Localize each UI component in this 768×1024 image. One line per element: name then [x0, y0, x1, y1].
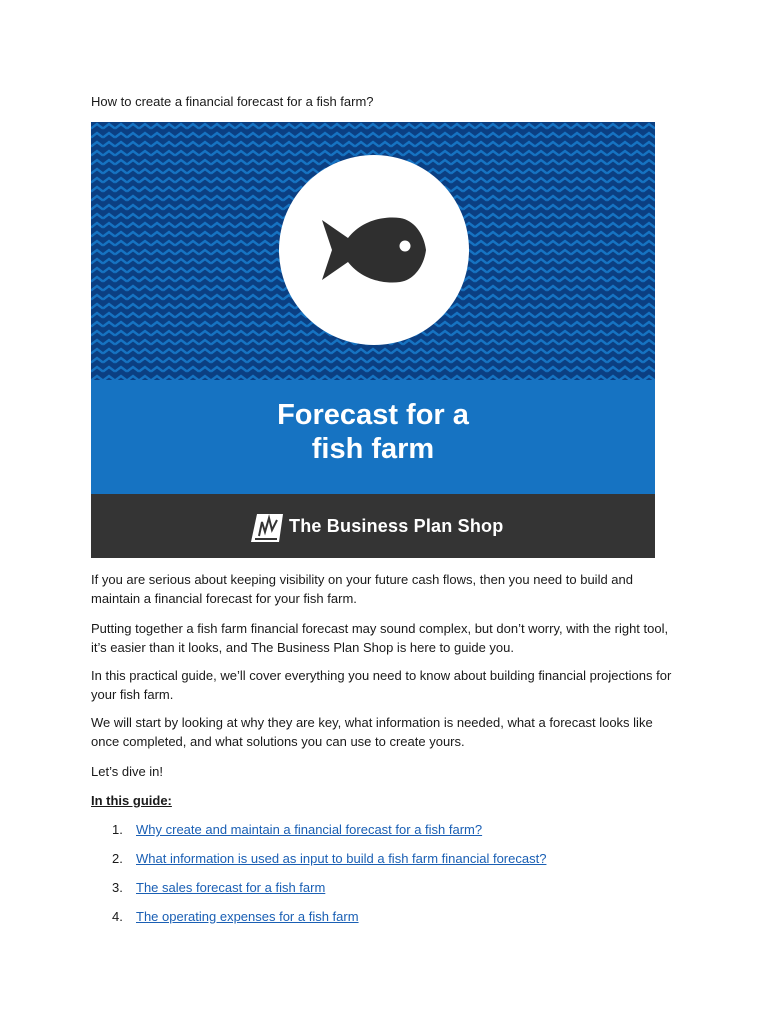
toc-link-why-create-forecast[interactable]: Why create and maintain a financial forecast for a fish farm? [136, 822, 483, 837]
toc-item-4 [112, 907, 359, 926]
banner-heading-line1: Forecast for a [277, 399, 469, 431]
toc-number: 3. [112, 880, 123, 895]
fish-icon-circle [279, 155, 469, 345]
article-banner-image [91, 122, 655, 558]
intro-paragraph-4: We will start by looking at why they are key, what information is needed, what a forecast looks like once completed, and what solutions you can use to create yours. [91, 715, 653, 749]
toc-number: 2. [112, 851, 123, 866]
fish-icon [314, 210, 434, 290]
toc-link-input-information[interactable]: What information is used as input to build a fish farm financial forecast? [136, 851, 547, 866]
brand-footer-band [91, 494, 655, 558]
toc-link-sales-forecast[interactable]: The sales forecast for a fish farm [136, 880, 326, 895]
toc-item-3 [112, 878, 325, 897]
intro-paragraph-2: Putting together a fish farm financial forecast may sound complex, but don’t worry, with the right tool, it’s easier than it looks, and The Business Plan Shop is here to guide you. [91, 621, 669, 655]
intro-paragraph-1: If you are serious about keeping visibility on your future cash flows, then you need to build and maintain a financial forecast for your fish farm. [91, 572, 633, 606]
banner-heading-line2: fish farm [311, 433, 435, 465]
document-title: How to create a financial forecast for a fish farm? [91, 94, 374, 109]
toc-number: 4. [112, 909, 123, 924]
brand-name: The Business Plan Shop [289, 516, 504, 536]
business-plan-shop-logo [249, 510, 285, 544]
toc-number: 1. [112, 822, 123, 837]
toc-link-operating-expenses[interactable]: The operating expenses for a fish farm [136, 909, 359, 924]
guide-heading: In this guide: [91, 793, 172, 808]
toc-item-2 [112, 849, 546, 868]
toc-item-1 [112, 820, 482, 839]
intro-paragraph-5: Let’s dive in! [91, 764, 164, 779]
intro-paragraph-3: In this practical guide, we’ll cover everything you need to know about building financial projections for your fish farm. [91, 668, 672, 702]
banner-heading-band [91, 380, 655, 494]
